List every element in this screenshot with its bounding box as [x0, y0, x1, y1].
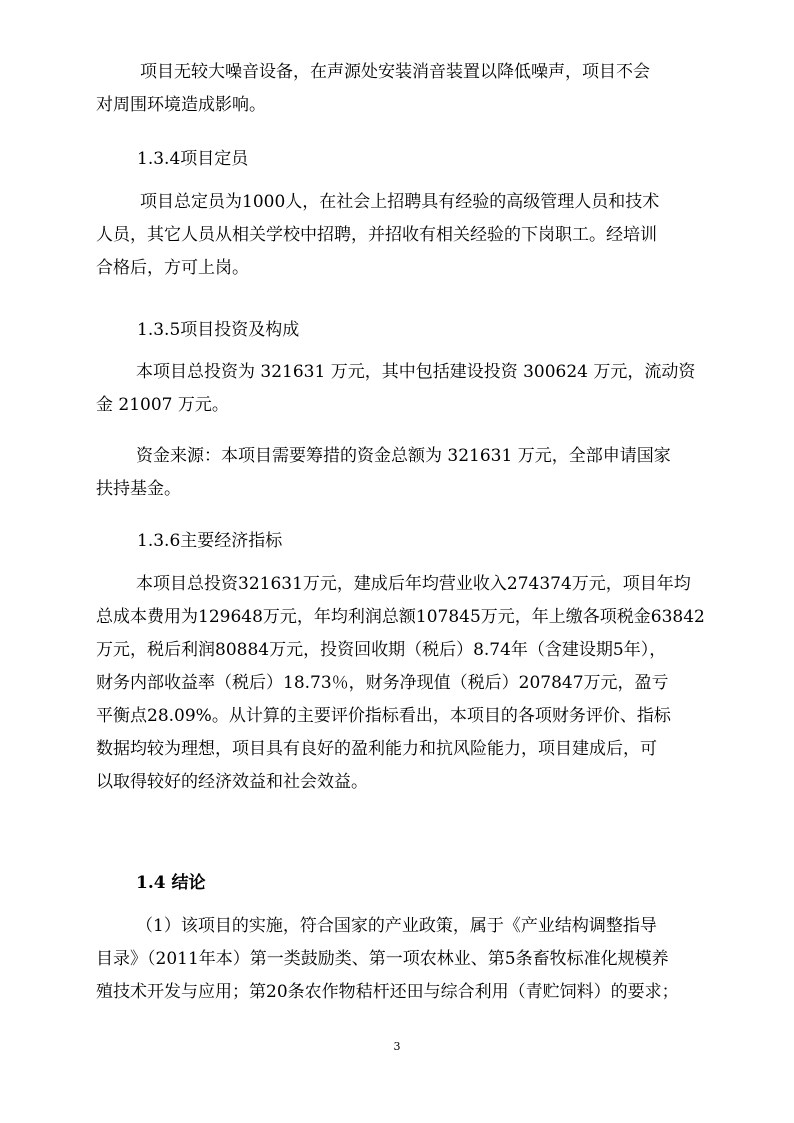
paragraph-funding-source — [96, 440, 708, 506]
text-line: 本项目总投资321631万元，建成后年均营业收入274374万元，项目年均 — [136, 574, 691, 594]
text-line: 金 21007 万元。 — [96, 395, 229, 415]
text-line: 目录》（2011年本）第一类鼓励类、第一项农林业、第5条畜牧标准化规模养 — [96, 949, 669, 969]
text-line: 财务内部收益率（税后）18.73％，财务净现值（税后）207847万元，盈亏 — [96, 673, 669, 693]
paragraph-investment — [96, 356, 708, 422]
text-line: （1）该项目的实施，符合国家的产业政策，属于《产业结构调整指导 — [136, 916, 657, 936]
text-line: 万元，税后利润80884万元，投资回收期（税后）8.74年（含建设期5年）， — [96, 640, 667, 660]
heading-economic-indicators: 1.3.6主要经济指标 — [137, 531, 283, 551]
page-number: 3 — [393, 1040, 401, 1053]
text-line: 对周围环境造成影响。 — [96, 95, 266, 115]
text-line: 项目无较大噪音设备，在声源处安装消音装置以降低噪声，项目不会 — [140, 62, 650, 82]
text-line: 人员，其它人员从相关学校中招聘，并招收有相关经验的下岗职工。经培训 — [96, 225, 657, 245]
text-line: 本项目总投资为 321631 万元，其中包括建设投资 300624 万元，流动资 — [136, 362, 696, 382]
text-line: 以取得较好的经济效益和社会效益。 — [96, 772, 368, 792]
text-line: 殖技术开发与应用；第20条农作物秸杆还田与综合利用（青贮饲料）的要求； — [96, 982, 679, 1002]
text-line: 平衡点28.09%。从计算的主要评价指标看出，本项目的各项财务评价、指标 — [96, 706, 671, 726]
text-line: 项目总定员为1000人，在社会上招聘具有经验的高级管理人员和技术 — [140, 192, 660, 212]
text-line: 合格后，方可上岗。 — [96, 258, 249, 278]
text-line: 总成本费用为129648万元，年均利润总额107845万元，年上缴各项税金63842 — [96, 607, 705, 627]
paragraph-staffing — [96, 186, 708, 285]
heading-conclusion: 1.4 结论 — [136, 873, 206, 893]
paragraph-noise — [96, 56, 708, 122]
text-line: 数据均较为理想，项目具有良好的盈利能力和抗风险能力，项目建成后，可 — [96, 739, 657, 759]
paragraph-economic-indicators — [96, 568, 708, 799]
text-line: 资金来源：本项目需要筹措的资金总额为 321631 万元，全部申请国家 — [136, 446, 671, 466]
text-line: 扶持基金。 — [96, 479, 181, 499]
paragraph-conclusion — [96, 910, 708, 1009]
heading-project-staffing: 1.3.4项目定员 — [137, 149, 249, 169]
heading-investment: 1.3.5项目投资及构成 — [137, 320, 300, 340]
